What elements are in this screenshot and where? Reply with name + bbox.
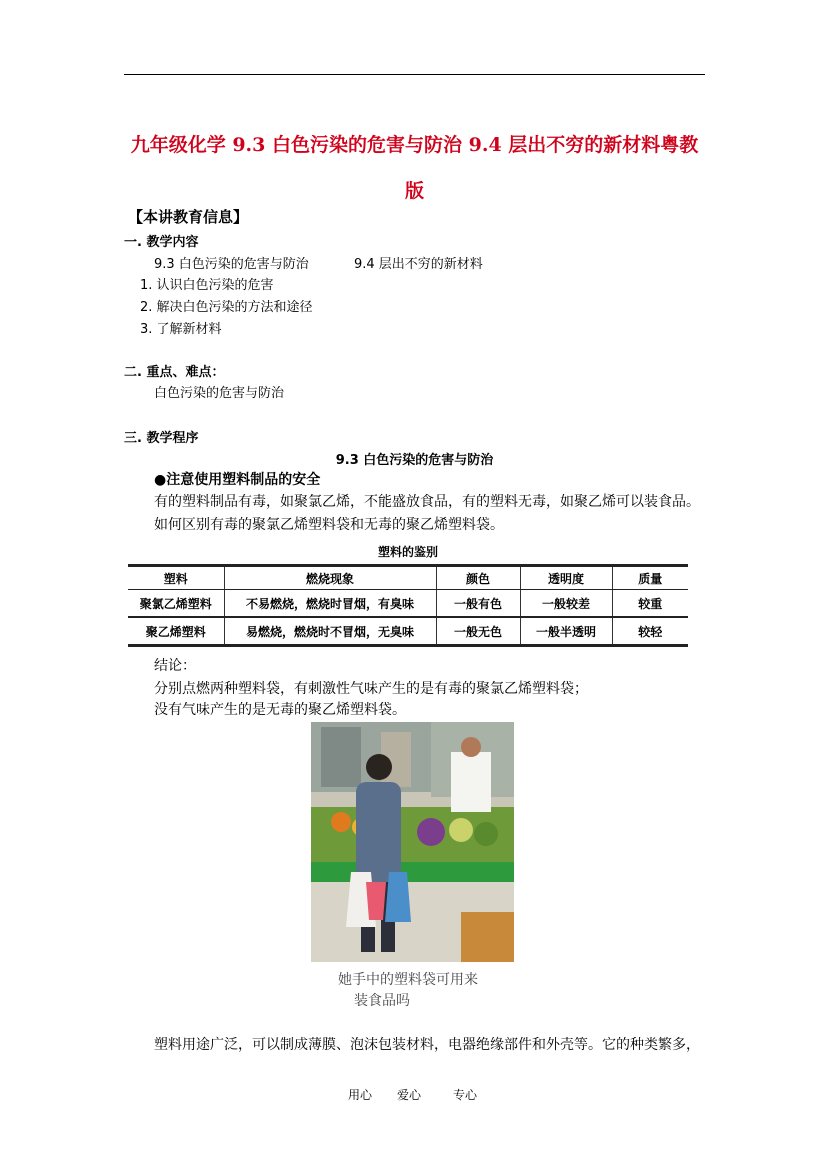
- section-3-subtitle: 9.3 白色污染的危害与防治: [335, 453, 494, 468]
- safety-bullet: ●注意使用塑料制品的安全: [154, 472, 321, 488]
- market-photo: [311, 722, 514, 962]
- table-header-row: [128, 566, 688, 590]
- table-cell: 聚氯乙烯塑料: [128, 590, 224, 618]
- table-cell: 一般较差: [520, 590, 612, 618]
- objective-item: 3. 了解新材料: [140, 322, 222, 337]
- header-rule: [124, 74, 705, 75]
- table-row: [128, 617, 688, 646]
- table-row: [128, 590, 688, 618]
- market-photo-illustration: [311, 722, 514, 962]
- topic-9-3: 9.3 白色污染的危害与防治: [154, 257, 309, 272]
- doc-title-line1: 九年级化学 9.3 白色污染的危害与防治 9.4 层出不穷的新材料粤教: [130, 134, 699, 156]
- table-cell: 不易燃烧，燃烧时冒烟，有臭味: [224, 590, 436, 618]
- footer-text: 专心: [453, 1088, 478, 1102]
- conclusion-label: 结论：: [154, 658, 196, 674]
- table-cell: 聚乙烯塑料: [128, 617, 224, 646]
- table-header-cell: 颜色: [436, 566, 520, 590]
- section-2-heading: 二. 重点、难点：: [124, 365, 225, 380]
- objective-item: 2. 解决白色污染的方法和途径: [140, 300, 313, 315]
- paragraph: 有的塑料制品有毒，如聚氯乙烯，不能盛放食品，有的塑料无毒，如聚乙烯可以装食品。: [154, 494, 700, 510]
- table-cell: 较轻: [612, 617, 688, 646]
- footer-text: 用心: [348, 1088, 373, 1102]
- info-header: 【本讲教育信息】: [128, 208, 249, 226]
- table-caption: 塑料的鉴别: [377, 545, 438, 559]
- table-cell: 一般无色: [436, 617, 520, 646]
- topic-9-4: 9.4 层出不穷的新材料: [354, 257, 483, 272]
- plastic-identification-table: [128, 564, 688, 647]
- section-2-body: 白色污染的危害与防治: [154, 386, 285, 401]
- paragraph: 如何区别有毒的聚氯乙烯塑料袋和无毒的聚乙烯塑料袋。: [154, 517, 504, 533]
- conclusion-line: 分别点燃两种塑料袋，有刺激性气味产生的是有毒的聚氯乙烯塑料袋；: [154, 681, 588, 697]
- footer-text: 爱心: [397, 1088, 422, 1102]
- objective-item: 1. 认识白色污染的危害: [140, 278, 274, 293]
- table-header-cell: 质量: [612, 566, 688, 590]
- table-header-cell: 塑料: [128, 566, 224, 590]
- table-cell: 一般有色: [436, 590, 520, 618]
- table-cell: 较重: [612, 590, 688, 618]
- closing-paragraph: 塑料用途广泛，可以制成薄膜、泡沫包装材料，电器绝缘部件和外壳等。它的种类繁多，: [154, 1037, 700, 1053]
- section-1-heading: 一. 教学内容: [124, 235, 199, 250]
- photo-caption-line: 装食品吗: [354, 993, 410, 1009]
- section-3-heading: 三. 教学程序: [124, 431, 199, 446]
- conclusion-line: 没有气味产生的是无毒的聚乙烯塑料袋。: [154, 702, 406, 718]
- table-cell: 易燃烧，燃烧时不冒烟，无臭味: [224, 617, 436, 646]
- photo-caption-line: 她手中的塑料袋可用来: [338, 972, 478, 988]
- table-cell: 一般半透明: [520, 617, 612, 646]
- table-header-cell: 透明度: [520, 566, 612, 590]
- table-header-cell: 燃烧现象: [224, 566, 436, 590]
- doc-title-line2: 版: [404, 180, 424, 202]
